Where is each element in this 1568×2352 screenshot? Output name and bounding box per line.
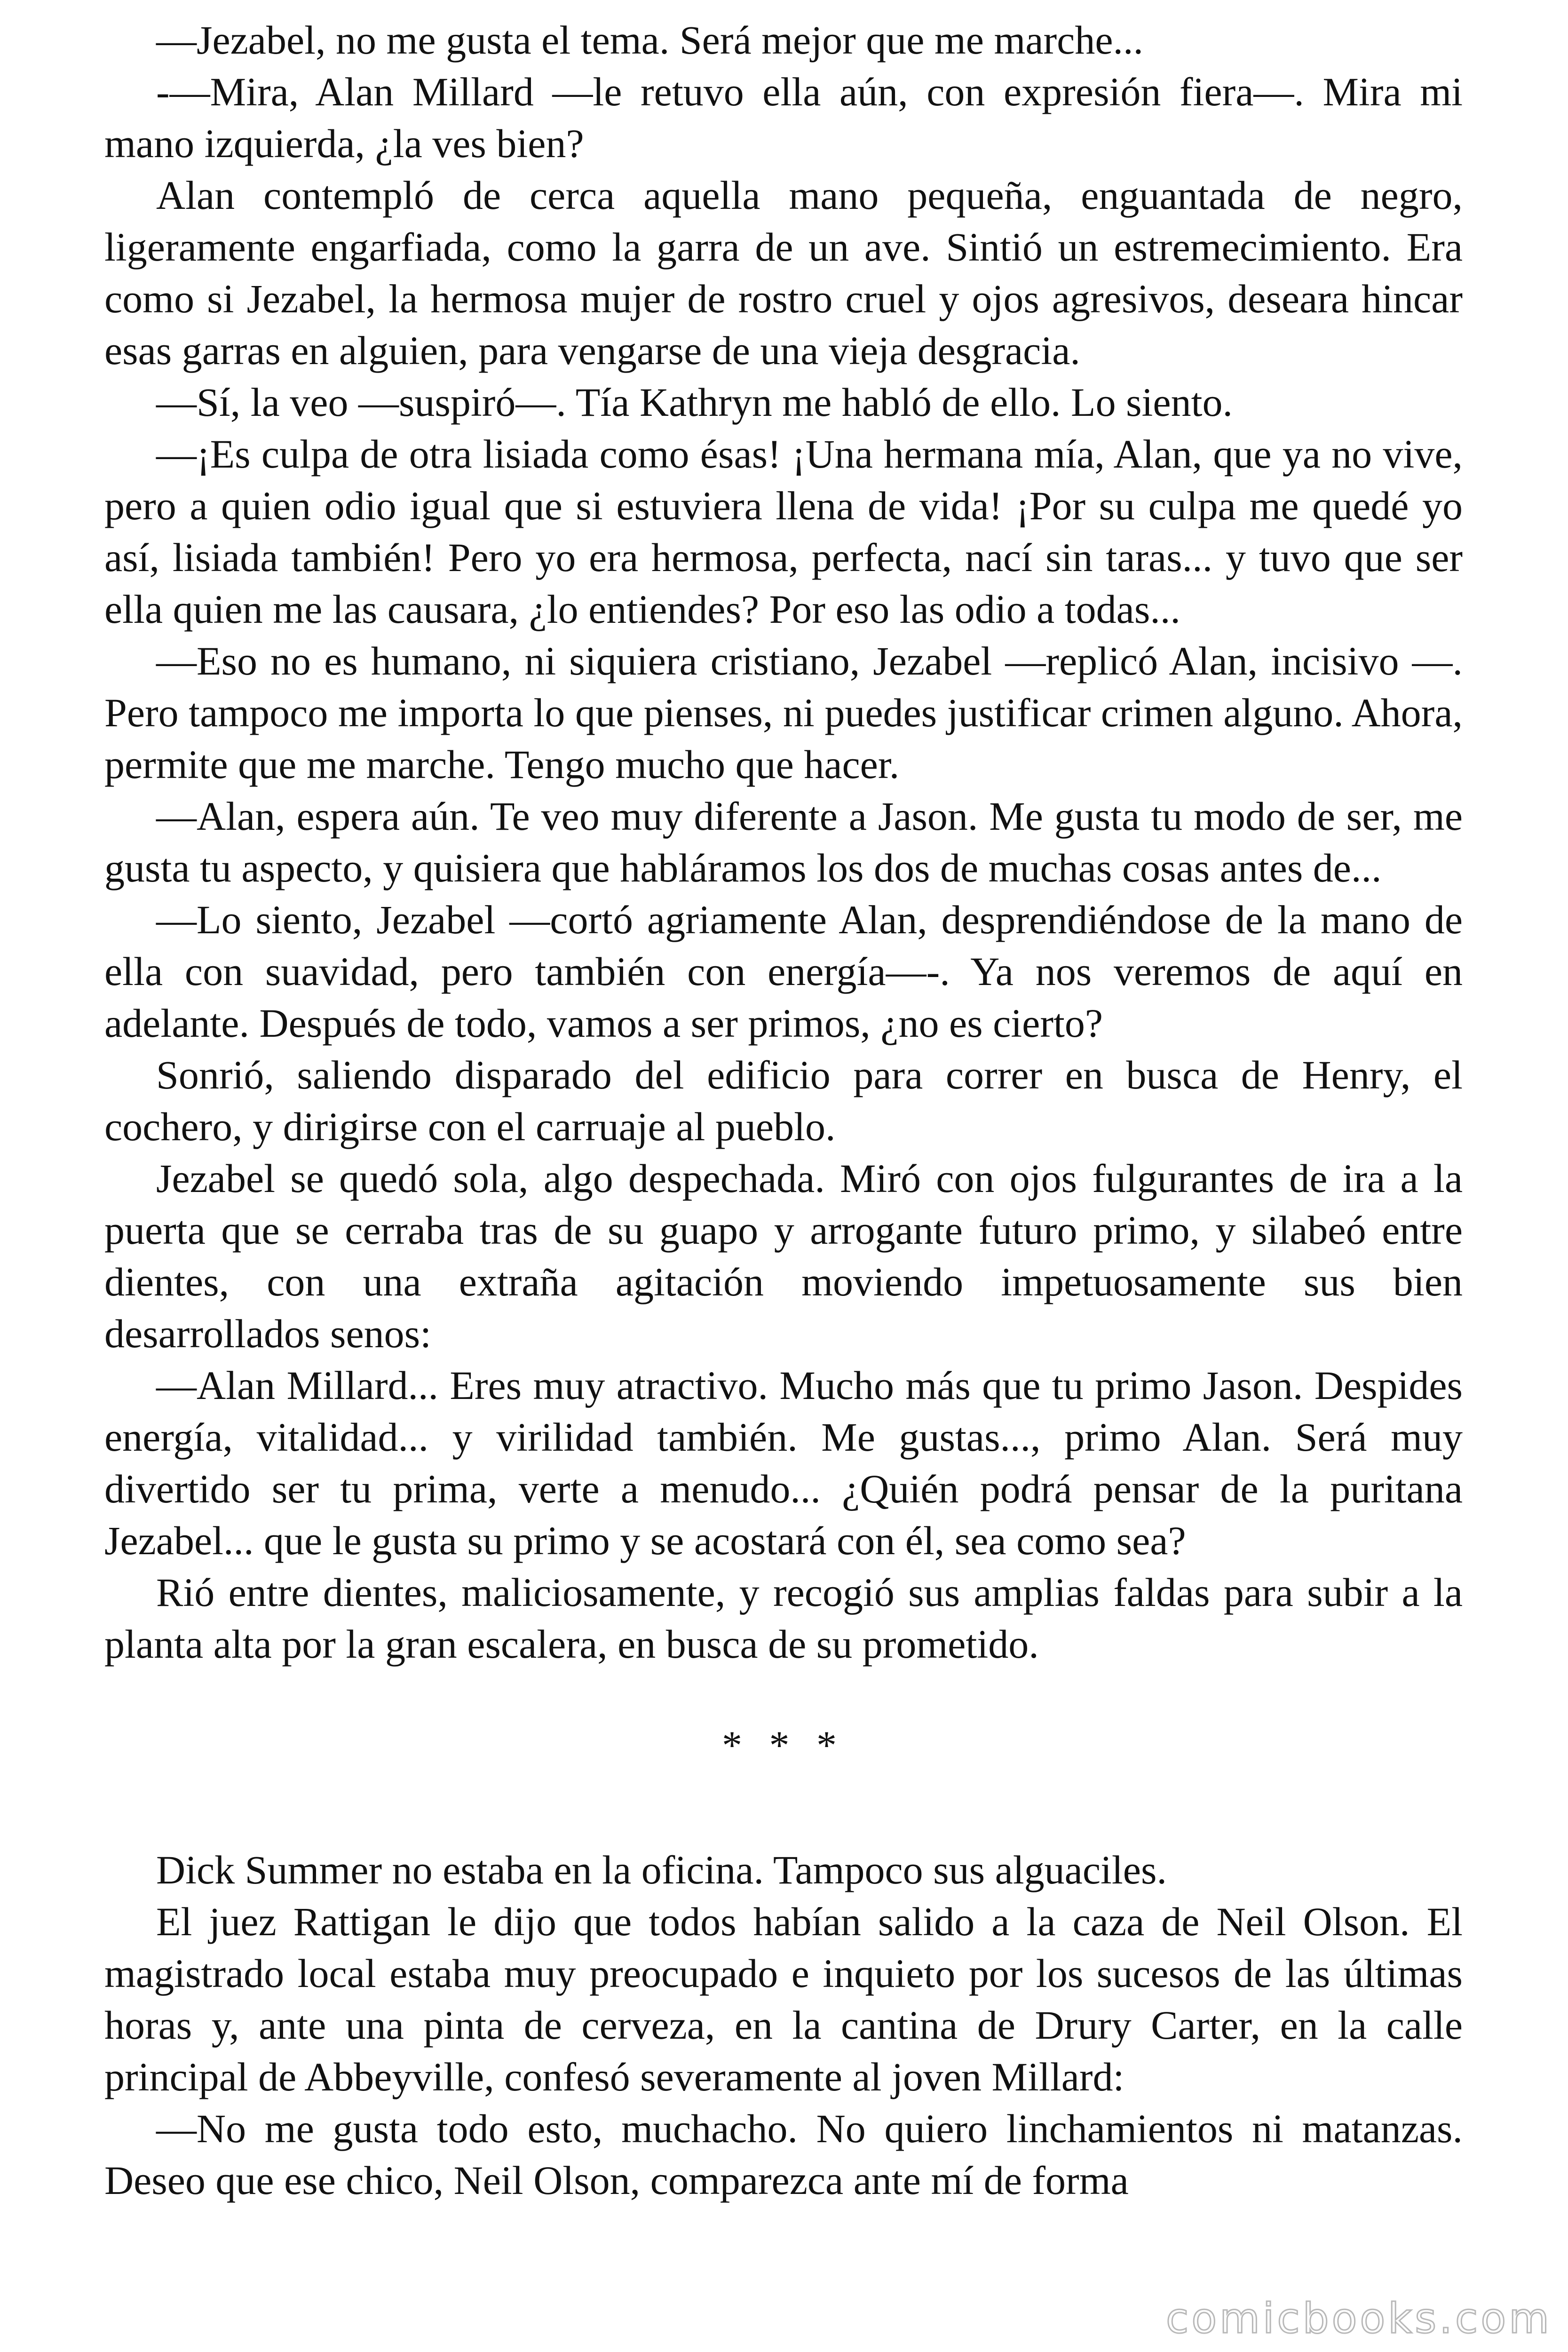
paragraph: Jezabel se quedó sola, algo despechada. Miró con ojos fulgurantes de ira a la puerta que se cerraba tras de su guapo y arrogante futuro primo, y silabeó entre dientes, con una extraña agitación moviendo impetuosamente sus bien desarrollados senos: xyxy=(104,1156,1463,1356)
paragraph: Sonrió, saliendo disparado del edificio para correr en busca de Henry, el cochero, y dirigirse con el carruaje al pueblo. xyxy=(104,1052,1463,1149)
paragraph: Dick Summer no estaba en la oficina. Tampoco sus alguaciles. xyxy=(156,1847,1167,1892)
paragraph: -—Mira, Alan Millard —le retuvo ella aún, con expresión fiera—. Mira mi mano izquierda, ¿la ves bien? xyxy=(104,69,1463,166)
paragraph: —Sí, la veo —suspiró—. Tía Kathryn me habló de ello. Lo siento. xyxy=(156,380,1233,425)
paragraph: Alan contempló de cerca aquella mano pequeña, enguantada de negro, ligeramente engarfiada, como la garra de un ave. Sintió un estremecimiento. Era como si Jezabel, la hermosa mujer de rostro cruel y ojos agresivos, deseara hincar esas garras en alguien, para vengarse de una vieja desgracia. xyxy=(104,173,1463,373)
paragraph: —Alan Millard... Eres muy atractivo. Mucho más que tu primo Jason. Despides energía, vitalidad... y virilidad también. Me gustas..., primo Alan. Será muy divertido ser tu prima, verte a menudo... ¿Quién podrá pensar de la puritana Jezabel... que le gusta su primo y se acostará con él, sea como sea? xyxy=(104,1363,1463,1563)
paragraph: —Alan, espera aún. Te veo muy diferente a Jason. Me gusta tu modo de ser, me gusta tu aspecto, y quisiera que habláramos los dos de muchas cosas antes de... xyxy=(104,794,1463,890)
paragraph: —¡Es culpa de otra lisiada como ésas! ¡Una hermana mía, Alan, que ya no vive, pero a quien odio igual que si estuviera llena de vida! ¡Por su culpa me quedé yo así, lisiada también! Pero yo era hermosa, perfecta, nací sin taras... y tuvo que ser ella quien me las causara, ¿lo entiendes? Por eso las odio a todas... xyxy=(104,431,1463,632)
paragraph: —No me gusta todo esto, muchacho. No quiero linchamientos ni matanzas. Deseo que ese chico, Neil Olson, comparezca ante mí de forma xyxy=(104,2106,1463,2203)
page-text xyxy=(104,14,1463,2206)
paragraph: —Jezabel, no me gusta el tema. Será mejor que me marche... xyxy=(156,17,1144,63)
scene-separator: * * * xyxy=(722,1723,845,1768)
watermark: comicbooks.com xyxy=(1165,2294,1552,2343)
paragraph: El juez Rattigan le dijo que todos habían salido a la caza de Neil Olson. El magistrado local estaba muy preocupado e inquieto por los sucesos de las últimas horas y, ante una pinta de cerveza, en la cantina de Drury Carter, en la calle principal de Abbeyville, confesó severamente al joven Millard: xyxy=(104,1899,1463,2099)
paragraph: —Lo siento, Jezabel —cortó agriamente Alan, desprendiéndose de la mano de ella con suavidad, pero también con energía—-. Ya nos veremos de aquí en adelante. Después de todo, vamos a ser primos, ¿no es cierto? xyxy=(104,897,1463,1046)
paragraph: —Eso no es humano, ni siquiera cristiano, Jezabel —replicó Alan, incisivo —. Pero tampoco me importa lo que pienses, ni puedes justificar crimen alguno. Ahora, permite que me marche. Tengo mucho que hacer. xyxy=(104,638,1463,787)
paragraph: Rió entre dientes, maliciosamente, y recogió sus amplias faldas para subir a la planta alta por la gran escalera, en busca de su prometido. xyxy=(104,1570,1463,1667)
